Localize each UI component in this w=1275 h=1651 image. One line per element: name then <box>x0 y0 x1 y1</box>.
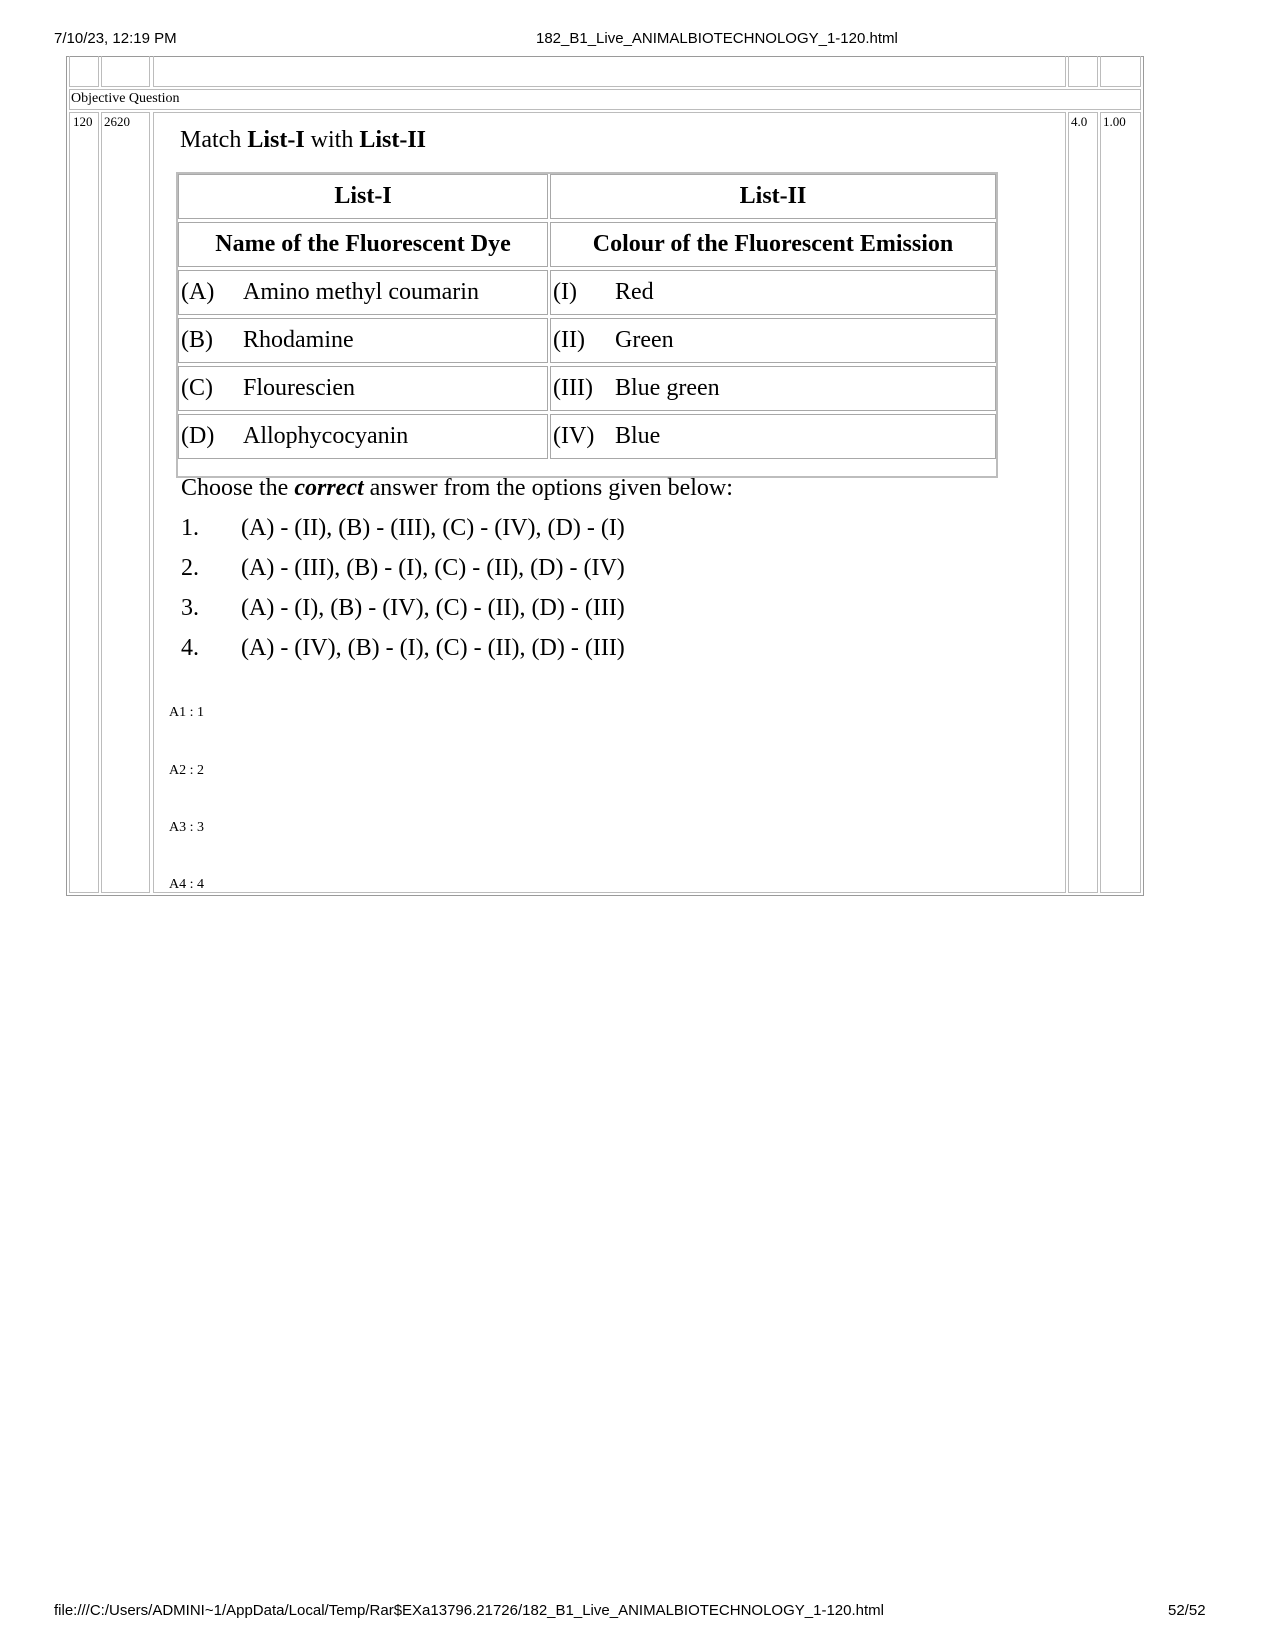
list2-label: (II) <box>553 327 585 353</box>
question-sno: 120 <box>73 114 93 129</box>
option-text: (A) - (I), (B) - (IV), (C) - (II), (D) - (III) <box>241 595 625 621</box>
list2-row-i <box>550 270 996 315</box>
print-doc-title: 182_B1_Live_ANIMALBIOTECHNOLOGY_1-120.html <box>536 30 898 47</box>
instruction-pre: Choose the <box>181 475 289 501</box>
list1-row-a <box>178 270 548 315</box>
list2-row-iii <box>550 366 996 411</box>
list1-label: (C) <box>181 375 213 401</box>
prev-row-cell-sno <box>69 56 99 87</box>
list2-text: Green <box>615 327 674 353</box>
list2-label: (IV) <box>553 423 595 449</box>
list2-header-cell <box>550 174 996 219</box>
option-text: (A) - (IV), (B) - (I), (C) - (II), (D) - (III) <box>241 635 625 661</box>
list1-text: Allophycocyanin <box>243 423 409 449</box>
list1-row-b <box>178 318 548 363</box>
option-text: (A) - (III), (B) - (I), (C) - (II), (D) - (IV) <box>241 555 625 581</box>
prev-row-cell-qid <box>101 56 150 87</box>
title-list2: List-II <box>359 127 427 153</box>
option-number: 1. <box>181 515 199 541</box>
list2-row-iv <box>550 414 996 459</box>
instruction <box>181 475 733 502</box>
section-label: Objective Question <box>71 91 180 106</box>
option-number: 4. <box>181 635 199 661</box>
list2-text: Blue green <box>615 375 720 401</box>
negative-cell <box>1100 112 1141 893</box>
marks-cell <box>1068 112 1098 893</box>
title-prefix: Match <box>180 127 242 153</box>
list1-label: (A) <box>181 279 215 305</box>
list1-text: Rhodamine <box>243 327 354 353</box>
list1-row-c <box>178 366 548 411</box>
title-list1: List-I <box>247 127 305 153</box>
question-title <box>180 127 426 154</box>
list2-subheader: Colour of the Fluorescent Emission <box>592 231 954 257</box>
option-number: 2. <box>181 555 199 581</box>
list1-subheader: Name of the Fluorescent Dye <box>215 231 511 257</box>
print-datetime: 7/10/23, 12:19 PM <box>54 30 177 47</box>
instruction-post: answer from the options given below: <box>369 475 733 501</box>
title-with: with <box>310 127 354 153</box>
list1-label: (D) <box>181 423 215 449</box>
option-text: (A) - (II), (B) - (III), (C) - (IV), (D) - (I) <box>241 515 625 541</box>
question-id: 2620 <box>104 114 130 129</box>
list1-text: Amino methyl coumarin <box>243 279 479 305</box>
list1-row-d <box>178 414 548 459</box>
print-file-path: file:///C:/Users/ADMINI~1/AppData/Local/Temp/Rar$EXa13796.21726/182_B1_Live_ANIMALBIOTECHNOLOGY_1-120.html <box>54 1602 884 1619</box>
answer-1: A1 : 1 <box>169 705 204 720</box>
list1-header: List-I <box>334 183 392 209</box>
answer-4: A4 : 4 <box>169 877 204 892</box>
option-number: 3. <box>181 595 199 621</box>
print-page-number: 52/52 <box>1168 1602 1206 1619</box>
list1-text: Flourescien <box>243 375 355 401</box>
answer-3: A3 : 3 <box>169 820 204 835</box>
answer-2: A2 : 2 <box>169 763 204 778</box>
list1-header-cell <box>178 174 548 219</box>
list1-subheader-cell <box>178 222 548 267</box>
list1-label: (B) <box>181 327 213 353</box>
list2-text: Red <box>615 279 654 305</box>
question-negative-marks: 1.00 <box>1103 114 1126 129</box>
prev-row-cell-content <box>153 56 1066 87</box>
prev-row-cell-marks <box>1068 56 1098 87</box>
section-row <box>69 89 1141 110</box>
question-marks: 4.0 <box>1071 114 1088 129</box>
instruction-emphasis: correct <box>294 475 364 501</box>
list2-label: (III) <box>553 375 593 401</box>
list2-row-ii <box>550 318 996 363</box>
list2-label: (I) <box>553 279 577 305</box>
list2-header: List-II <box>739 183 807 209</box>
list2-text: Blue <box>615 423 661 449</box>
prev-row-cell-negative <box>1100 56 1141 87</box>
list2-subheader-cell <box>550 222 996 267</box>
sno-cell <box>69 112 99 893</box>
qid-cell <box>101 112 150 893</box>
